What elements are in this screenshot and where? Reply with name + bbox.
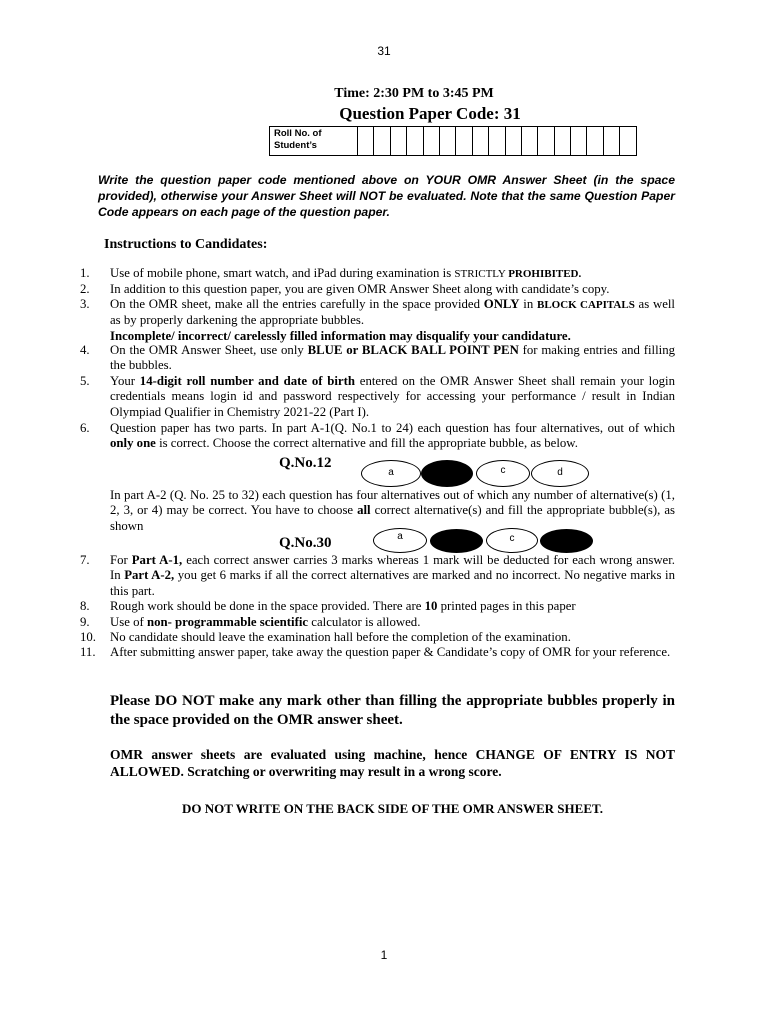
roll-digit-cell[interactable] <box>538 127 554 155</box>
answer-bubble-b-filled <box>430 529 483 553</box>
page-number-bottom: 1 <box>380 948 388 962</box>
roll-digit-cell[interactable] <box>358 127 374 155</box>
answer-bubble-a: a <box>361 460 421 487</box>
change-of-entry-warning: OMR answer sheets are evaluated using machine, hence CHANGE OF ENTRY IS NOT ALLOWED. Scratching or overwriting may result in a wrong score. <box>110 747 675 779</box>
example-question-12-label: Q.No.12 <box>279 455 332 471</box>
roll-digit-cell[interactable] <box>506 127 522 155</box>
roll-digit-cell[interactable] <box>407 127 423 155</box>
roll-number-label: Roll No. of Student’s <box>270 127 358 155</box>
roll-digit-cell[interactable] <box>571 127 587 155</box>
roll-digit-cell[interactable] <box>473 127 489 155</box>
roll-number-box <box>269 126 637 156</box>
roll-digit-cell[interactable] <box>587 127 603 155</box>
answer-bubble-d: d <box>531 460 589 487</box>
exam-time: Time: 2:30 PM to 3:45 PM <box>334 86 494 101</box>
roll-digit-cell[interactable] <box>489 127 505 155</box>
roll-digit-cell[interactable] <box>522 127 538 155</box>
back-side-warning: DO NOT WRITE ON THE BACK SIDE OF THE OMR ANSWER SHEET. <box>182 801 603 816</box>
answer-bubble-c: c <box>476 460 530 487</box>
roll-digit-cell[interactable] <box>555 127 571 155</box>
roll-digit-cell[interactable] <box>440 127 456 155</box>
answer-bubble-c: c <box>486 528 538 553</box>
answer-bubble-d-filled <box>540 529 593 553</box>
paper-code-notice: Write the question paper code mentioned above on YOUR OMR Answer Sheet (in the space provided), otherwise your Answer Sheet will NOT be evaluated. Note that the same Question Paper Code appears on each page of the question paper. <box>98 173 675 220</box>
answer-bubble-a: a <box>373 528 427 553</box>
roll-digit-cell[interactable] <box>620 127 635 155</box>
roll-digit-cell[interactable] <box>391 127 407 155</box>
no-extra-marks-warning: Please DO NOT make any mark other than filling the appropriate bubbles properly in the space provided on the OMR answer sheet. <box>110 693 675 728</box>
instructions-heading: Instructions to Candidates: <box>104 237 268 252</box>
example-question-30-label: Q.No.30 <box>279 535 332 551</box>
roll-digit-cell[interactable] <box>604 127 620 155</box>
roll-digit-cell[interactable] <box>374 127 390 155</box>
answer-bubble-b-filled <box>421 460 473 487</box>
roll-digit-cell[interactable] <box>456 127 472 155</box>
question-paper-code: Question Paper Code: 31 <box>339 104 521 123</box>
roll-digit-cell[interactable] <box>424 127 440 155</box>
page-number-top: 31 <box>377 44 391 58</box>
